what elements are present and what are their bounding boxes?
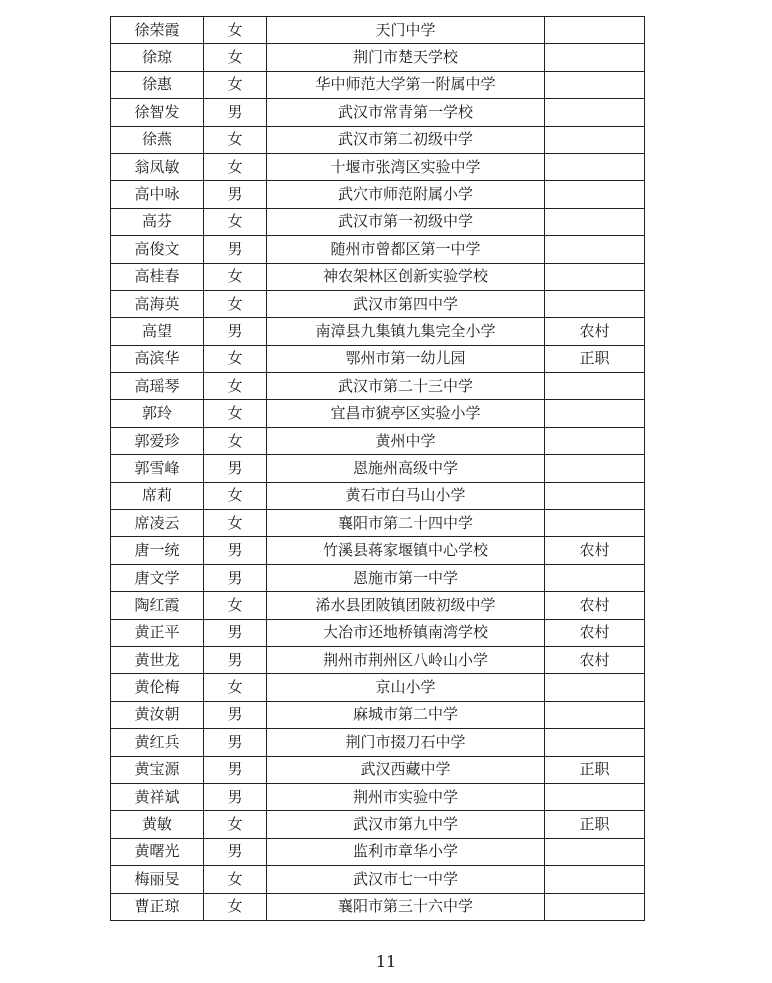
- school-cell: 大冶市还地桥镇南湾学校: [267, 619, 545, 646]
- note-cell: [545, 838, 645, 865]
- gender-cell: 女: [204, 208, 267, 235]
- school-cell: 武汉西藏中学: [267, 756, 545, 783]
- table-row: [111, 701, 645, 728]
- gender-cell: 女: [204, 126, 267, 153]
- roster-body: [111, 17, 645, 921]
- gender-cell: 男: [204, 181, 267, 208]
- table-row: [111, 893, 645, 920]
- note-cell: [545, 701, 645, 728]
- name-cell: 黄敏: [111, 811, 204, 838]
- name-cell: 黄曙光: [111, 838, 204, 865]
- note-cell: [545, 44, 645, 71]
- note-cell: 农村: [545, 592, 645, 619]
- name-cell: 徐琼: [111, 44, 204, 71]
- gender-cell: 女: [204, 592, 267, 619]
- table-row: [111, 592, 645, 619]
- school-cell: 浠水县团陂镇团陂初级中学: [267, 592, 545, 619]
- note-cell: [545, 893, 645, 920]
- school-cell: 十堰市张湾区实验中学: [267, 153, 545, 180]
- name-cell: 高芬: [111, 208, 204, 235]
- note-cell: [545, 17, 645, 44]
- table-row: [111, 619, 645, 646]
- school-cell: 武汉市常青第一学校: [267, 99, 545, 126]
- school-cell: 麻城市第二中学: [267, 701, 545, 728]
- table-row: [111, 44, 645, 71]
- table-row: [111, 866, 645, 893]
- name-cell: 郭玲: [111, 400, 204, 427]
- table-row: [111, 674, 645, 701]
- gender-cell: 男: [204, 99, 267, 126]
- table-row: [111, 290, 645, 317]
- note-cell: [545, 71, 645, 98]
- gender-cell: 女: [204, 71, 267, 98]
- name-cell: 高海英: [111, 290, 204, 317]
- gender-cell: 男: [204, 537, 267, 564]
- note-cell: [545, 783, 645, 810]
- table-row: [111, 427, 645, 454]
- table-row: [111, 510, 645, 537]
- gender-cell: 女: [204, 674, 267, 701]
- school-cell: 监利市章华小学: [267, 838, 545, 865]
- gender-cell: 男: [204, 756, 267, 783]
- school-cell: 武穴市师范附属小学: [267, 181, 545, 208]
- note-cell: [545, 510, 645, 537]
- gender-cell: 女: [204, 482, 267, 509]
- name-cell: 黄正平: [111, 619, 204, 646]
- name-cell: 席凌云: [111, 510, 204, 537]
- gender-cell: 女: [204, 153, 267, 180]
- school-cell: 荆州市荆州区八岭山小学: [267, 646, 545, 673]
- gender-cell: 女: [204, 290, 267, 317]
- school-cell: 天门中学: [267, 17, 545, 44]
- gender-cell: 女: [204, 400, 267, 427]
- table-row: [111, 99, 645, 126]
- name-cell: 徐燕: [111, 126, 204, 153]
- note-cell: [545, 263, 645, 290]
- table-row: [111, 345, 645, 372]
- gender-cell: 女: [204, 510, 267, 537]
- note-cell: 正职: [545, 811, 645, 838]
- school-cell: 襄阳市第二十四中学: [267, 510, 545, 537]
- name-cell: 徐智发: [111, 99, 204, 126]
- note-cell: [545, 99, 645, 126]
- gender-cell: 男: [204, 619, 267, 646]
- table-row: [111, 729, 645, 756]
- table-row: [111, 318, 645, 345]
- note-cell: [545, 564, 645, 591]
- table-row: [111, 756, 645, 783]
- school-cell: 武汉市七一中学: [267, 866, 545, 893]
- note-cell: [545, 373, 645, 400]
- school-cell: 荆门市楚天学校: [267, 44, 545, 71]
- table-row: [111, 181, 645, 208]
- note-cell: [545, 866, 645, 893]
- name-cell: 唐文学: [111, 564, 204, 591]
- note-cell: [545, 729, 645, 756]
- name-cell: 黄红兵: [111, 729, 204, 756]
- gender-cell: 女: [204, 866, 267, 893]
- page-number: 11: [375, 952, 397, 971]
- name-cell: 徐惠: [111, 71, 204, 98]
- gender-cell: 男: [204, 646, 267, 673]
- note-cell: [545, 236, 645, 263]
- note-cell: 农村: [545, 318, 645, 345]
- name-cell: 高中咏: [111, 181, 204, 208]
- gender-cell: 女: [204, 811, 267, 838]
- table-row: [111, 537, 645, 564]
- school-cell: 武汉市第四中学: [267, 290, 545, 317]
- name-cell: 黄世龙: [111, 646, 204, 673]
- note-cell: [545, 400, 645, 427]
- name-cell: 徐荣霞: [111, 17, 204, 44]
- gender-cell: 女: [204, 893, 267, 920]
- name-cell: 席莉: [111, 482, 204, 509]
- table-row: [111, 783, 645, 810]
- gender-cell: 女: [204, 345, 267, 372]
- name-cell: 郭雪峰: [111, 455, 204, 482]
- note-cell: [545, 674, 645, 701]
- school-cell: 襄阳市第三十六中学: [267, 893, 545, 920]
- school-cell: 神农架林区创新实验学校: [267, 263, 545, 290]
- school-cell: 黄石市白马山小学: [267, 482, 545, 509]
- school-cell: 恩施州高级中学: [267, 455, 545, 482]
- school-cell: 随州市曾都区第一中学: [267, 236, 545, 263]
- school-cell: 荆门市掇刀石中学: [267, 729, 545, 756]
- table-row: [111, 838, 645, 865]
- name-cell: 郭爱珍: [111, 427, 204, 454]
- table-row: [111, 482, 645, 509]
- note-cell: [545, 427, 645, 454]
- note-cell: [545, 153, 645, 180]
- name-cell: 陶红霞: [111, 592, 204, 619]
- table-row: [111, 236, 645, 263]
- note-cell: [545, 181, 645, 208]
- note-cell: 农村: [545, 646, 645, 673]
- school-cell: 黄州中学: [267, 427, 545, 454]
- name-cell: 高桂春: [111, 263, 204, 290]
- school-cell: 竹溪县蒋家堰镇中心学校: [267, 537, 545, 564]
- school-cell: 宜昌市猇亭区实验小学: [267, 400, 545, 427]
- table-row: [111, 455, 645, 482]
- school-cell: 武汉市第九中学: [267, 811, 545, 838]
- name-cell: 黄伦梅: [111, 674, 204, 701]
- name-cell: 翁凤敏: [111, 153, 204, 180]
- gender-cell: 男: [204, 701, 267, 728]
- table-row: [111, 400, 645, 427]
- note-cell: 正职: [545, 345, 645, 372]
- gender-cell: 男: [204, 838, 267, 865]
- school-cell: 恩施市第一中学: [267, 564, 545, 591]
- note-cell: 农村: [545, 537, 645, 564]
- name-cell: 高俊文: [111, 236, 204, 263]
- name-cell: 黄汝朝: [111, 701, 204, 728]
- name-cell: 黄宝源: [111, 756, 204, 783]
- name-cell: 高瑶琴: [111, 373, 204, 400]
- gender-cell: 男: [204, 318, 267, 345]
- note-cell: 农村: [545, 619, 645, 646]
- table-row: [111, 71, 645, 98]
- table-row: [111, 646, 645, 673]
- table-row: [111, 263, 645, 290]
- name-cell: 黄祥斌: [111, 783, 204, 810]
- gender-cell: 男: [204, 783, 267, 810]
- note-cell: 正职: [545, 756, 645, 783]
- name-cell: 梅丽旻: [111, 866, 204, 893]
- gender-cell: 女: [204, 44, 267, 71]
- gender-cell: 男: [204, 236, 267, 263]
- table-row: [111, 17, 645, 44]
- school-cell: 南漳县九集镇九集完全小学: [267, 318, 545, 345]
- school-cell: 华中师范大学第一附属中学: [267, 71, 545, 98]
- table-row: [111, 564, 645, 591]
- name-cell: 唐一统: [111, 537, 204, 564]
- roster-table: [110, 16, 645, 921]
- gender-cell: 男: [204, 564, 267, 591]
- school-cell: 武汉市第二十三中学: [267, 373, 545, 400]
- gender-cell: 男: [204, 455, 267, 482]
- gender-cell: 女: [204, 373, 267, 400]
- name-cell: 高滨华: [111, 345, 204, 372]
- gender-cell: 女: [204, 17, 267, 44]
- note-cell: [545, 126, 645, 153]
- school-cell: 武汉市第一初级中学: [267, 208, 545, 235]
- table-row: [111, 811, 645, 838]
- note-cell: [545, 482, 645, 509]
- note-cell: [545, 290, 645, 317]
- school-cell: 鄂州市第一幼儿园: [267, 345, 545, 372]
- table-row: [111, 208, 645, 235]
- note-cell: [545, 455, 645, 482]
- school-cell: 荆州市实验中学: [267, 783, 545, 810]
- school-cell: 武汉市第二初级中学: [267, 126, 545, 153]
- table-row: [111, 126, 645, 153]
- gender-cell: 男: [204, 729, 267, 756]
- gender-cell: 女: [204, 427, 267, 454]
- name-cell: 高望: [111, 318, 204, 345]
- gender-cell: 女: [204, 263, 267, 290]
- note-cell: [545, 208, 645, 235]
- table-row: [111, 373, 645, 400]
- name-cell: 曹正琼: [111, 893, 204, 920]
- school-cell: 京山小学: [267, 674, 545, 701]
- table-row: [111, 153, 645, 180]
